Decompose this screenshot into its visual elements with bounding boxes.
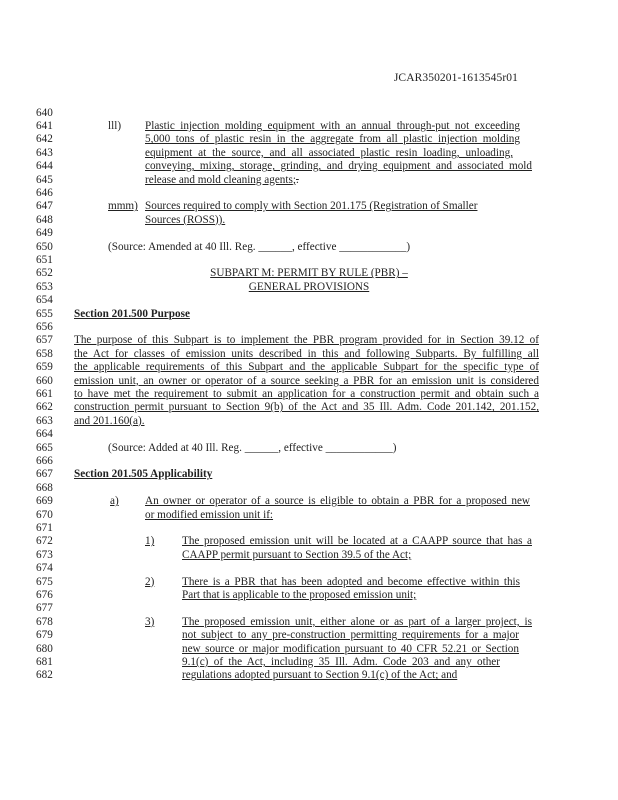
- line-number: 657: [36, 334, 53, 347]
- subsection-a-line: or modified emission unit if:: [145, 508, 274, 521]
- list-item-label: 2): [145, 575, 155, 588]
- line-number: 678: [36, 615, 53, 628]
- section-heading: Section 201.500 Purpose: [74, 307, 190, 320]
- line-number: 660: [36, 374, 53, 387]
- item-lll: [0, 120, 618, 133]
- line-number: 677: [36, 602, 53, 615]
- item-lll-last-line: release and mold cleaning agents;.: [145, 173, 299, 186]
- line-number: 674: [36, 562, 53, 575]
- subsection-a-label: a): [110, 495, 119, 508]
- list-item-label: 3): [145, 615, 155, 628]
- line-number: 661: [36, 388, 53, 400]
- line-number: 643: [36, 146, 53, 159]
- line-number: 642: [36, 133, 53, 146]
- section-heading: Section 201.505 Applicability: [74, 468, 213, 481]
- source-note-amended: (Source: Amended at 40 Ill. Reg. ______, effective ____________): [108, 240, 411, 253]
- item-mmm-line: Sources (ROSS)).: [145, 213, 226, 226]
- line-number: 663: [36, 414, 53, 427]
- item-lll-line: equipment at the source, and all associated plastic resin loading, unloading,: [145, 146, 513, 159]
- line-number: 640: [36, 106, 53, 119]
- purpose-paragraph-line: to have met the requirement to submit an application for a construction permit and obtain such a: [74, 388, 539, 400]
- line-number: 655: [36, 307, 53, 320]
- item-lll-line: 5,000 tons of plastic resin in the aggregate from all plastic injection molding: [145, 133, 520, 146]
- item-lll-line: Plastic injection molding equipment with an annual through-put not exceeding: [145, 120, 520, 132]
- line-number: 658: [36, 347, 53, 360]
- line-number: 662: [36, 401, 53, 414]
- list-item-line: The proposed emission unit will be located at a CAAPP source that has a: [182, 535, 532, 548]
- line-number: 664: [36, 428, 53, 441]
- purpose-paragraph-line: the applicable requirements of this Subpart and the applicable Subpart for the specific type of: [74, 361, 539, 374]
- line-number: 675: [36, 575, 53, 588]
- source-note-added: (Source: Added at 40 Ill. Reg. ______, effective ____________): [108, 441, 397, 454]
- list-item-label: 1): [145, 535, 155, 548]
- line-number: 651: [36, 254, 53, 266]
- line-number: 653: [36, 280, 53, 293]
- item-lll-line: conveying, mixing, storage, grinding, and drying equipment and associated mold: [145, 160, 532, 173]
- list-item-line: 9.1(c) of the Act, including 35 Ill. Adm. Code 203 and any other: [182, 656, 500, 668]
- item-lll-label: lll): [108, 120, 122, 132]
- purpose-paragraph-line: The purpose of this Subpart is to implement the PBR program provided for in Section 39.12 of: [74, 334, 539, 347]
- line-number: 672: [36, 535, 53, 548]
- line-number: 644: [36, 160, 53, 173]
- line-number: 676: [36, 589, 53, 601]
- line-number: 649: [36, 227, 53, 240]
- subpart-title: GENERAL PROVISIONS: [248, 280, 370, 293]
- purpose-paragraph-line: construction permit pursuant to Section 9(b) of the Act and 35 Ill. Adm. Code 201.142, 201.152,: [74, 401, 539, 414]
- list-item-line: CAAPP permit pursuant to Section 39.5 of the Act;: [182, 548, 412, 561]
- line-number: 668: [36, 481, 53, 494]
- line-number: 645: [36, 173, 53, 186]
- list-item-line: Part that is applicable to the proposed emission unit;: [182, 589, 417, 601]
- item-mmm-line: Sources required to comply with Section 201.175 (Registration of Smaller: [145, 200, 478, 213]
- line-number: 681: [36, 656, 53, 668]
- line-number: 647: [36, 200, 53, 213]
- list-item-line: new source or major modification pursuant to 40 CFR 52.21 or Section: [182, 642, 519, 655]
- subsection-a-line: An owner or operator of a source is eligible to obtain a PBR for a proposed new: [145, 495, 530, 508]
- subpart-title: SUBPART M: PERMIT BY RULE (PBR) –: [210, 267, 408, 280]
- line-number: 673: [36, 548, 53, 561]
- line-number: 648: [36, 213, 53, 226]
- line-number: 667: [36, 468, 53, 481]
- line-number: 656: [36, 321, 53, 333]
- purpose-paragraph-line: emission unit, an owner or operator of a source seeking a PBR for an emission unit is considered: [74, 374, 539, 387]
- purpose-paragraph-line: the Act for classes of emission units described in this and following Subparts. By fulfilling all: [74, 347, 539, 360]
- purpose-paragraph-line: and 201.160(a).: [74, 414, 145, 427]
- line-number: 659: [36, 361, 53, 374]
- list-item-line: The proposed emission unit, either alone or as part of a larger project, is: [182, 615, 532, 628]
- line-number: 670: [36, 508, 53, 521]
- list-item-line: not subject to any pre-construction permitting requirements for a major: [182, 629, 519, 642]
- line-number: 680: [36, 642, 53, 655]
- line-number: 671: [36, 522, 53, 534]
- item-mmm-label: mmm): [108, 200, 138, 213]
- line-number: 652: [36, 267, 53, 280]
- line-number: 650: [36, 240, 53, 253]
- line-number: 646: [36, 187, 53, 199]
- line-number: 682: [36, 669, 53, 682]
- line-number: 666: [36, 455, 53, 467]
- line-number: 641: [36, 120, 53, 132]
- document-id-header: JCAR350201-1613545r01: [393, 72, 518, 84]
- list-item-line: There is a PBR that has been adopted and become effective within this: [182, 575, 520, 588]
- line-number: 665: [36, 441, 53, 454]
- list-item-line: regulations adopted pursuant to Section 9.1(c) of the Act; and: [182, 669, 458, 682]
- line-number: 679: [36, 629, 53, 642]
- line-number: 654: [36, 294, 53, 307]
- line-number: 669: [36, 495, 53, 508]
